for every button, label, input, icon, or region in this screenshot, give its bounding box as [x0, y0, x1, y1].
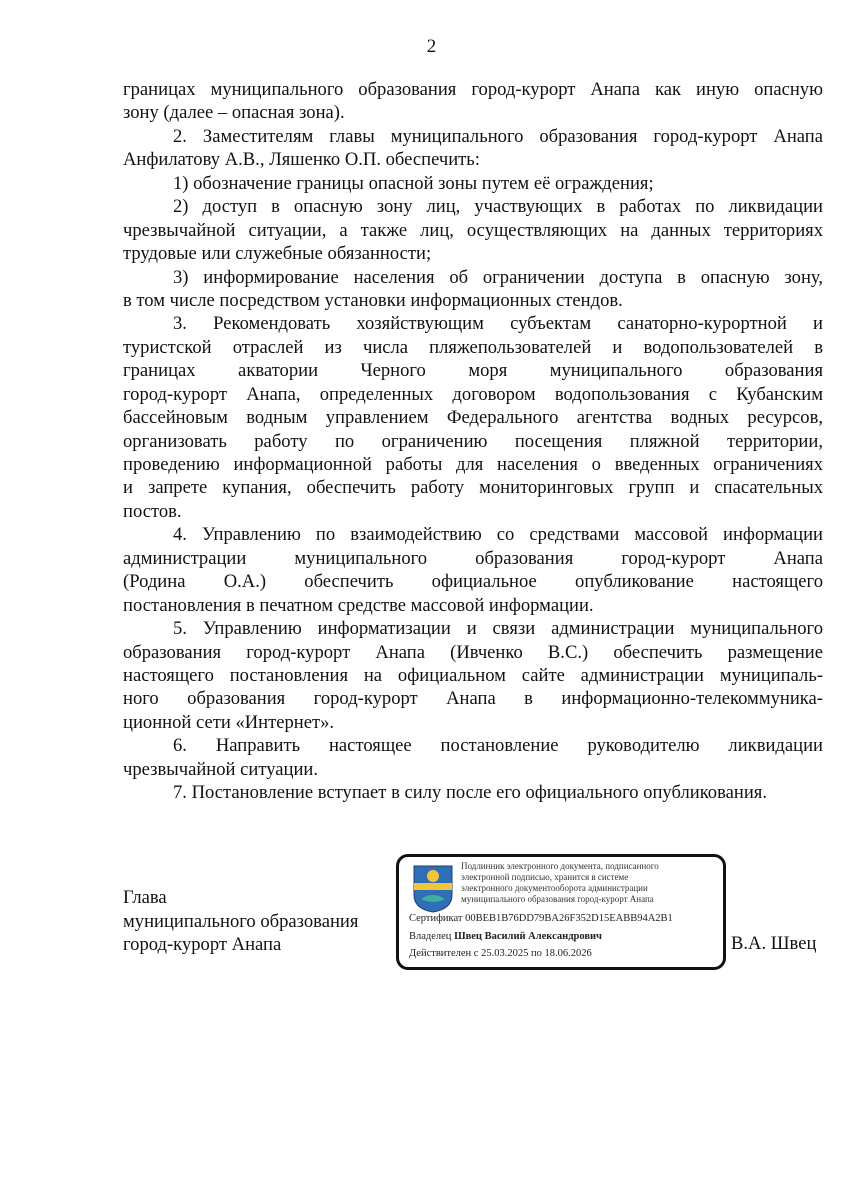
paragraph — [123, 125, 823, 172]
text-line: проведению информационной работы для населения о введенных ограничениях — [123, 454, 823, 475]
text-line: 4. Управлению по взаимодействию со средствами массовой информации — [173, 524, 823, 546]
validity-from-label: с — [473, 948, 479, 959]
text-line: 2) доступ в опасную зону лиц, участвующих в работах по ликвидации — [173, 196, 823, 218]
text-line: трудовые или служебные обязанности; — [123, 243, 432, 265]
text-line: образования город-курорт Анапа (Ивченко В.С.) обеспечить размещение — [123, 641, 823, 663]
signatory-position — [123, 886, 358, 957]
text-line: зону (далее – опасная зона). — [123, 102, 345, 124]
position-line: город-курорт Анапа — [123, 934, 282, 955]
text-line: границах акватории Черного моря муниципального образования — [123, 360, 823, 382]
text-line: чрезвычайной ситуации, а также лиц, осуществляющих на данных территориях — [123, 219, 823, 241]
certificate-label: Сертификат — [409, 913, 463, 924]
page-number: 2 — [426, 36, 437, 57]
paragraph — [123, 781, 823, 804]
position-line: Глава — [123, 887, 167, 908]
text-line: границах муниципального образования город-курорт Анапа как иную опасную — [123, 79, 823, 100]
certificate-value: 00BEB1B76DD79BA26F352D15EABB94A2B1 — [465, 913, 673, 924]
validity-row — [409, 948, 592, 959]
text-line: ного образования город-курорт Анапа в информационно-телекоммуника- — [123, 688, 823, 710]
paragraph — [123, 617, 823, 734]
text-line: 3) информирование населения об ограничении доступа в опасную зону, — [173, 266, 823, 288]
text-line: туристской отраслей из числа пляжепользователей и водопользователей в — [123, 336, 823, 358]
owner-row — [409, 931, 602, 942]
text-line: 2. Заместителям главы муниципального образования город-курорт Анапа — [173, 125, 823, 147]
stamp-header — [461, 861, 711, 905]
text-line: чрезвычайной ситуации. — [123, 758, 319, 780]
validity-to: 18.06.2026 — [544, 948, 592, 959]
stamp-header-line: Подлинник электронного документа, подписанного — [461, 861, 659, 871]
paragraph — [123, 312, 823, 523]
text-line: настоящего постановления на официальном сайте администрации муниципаль- — [123, 664, 823, 686]
text-line: ционной сети «Интернет». — [123, 711, 335, 733]
text-line: 3. Рекомендовать хозяйствующим субъектам санаторно-курортной и — [173, 313, 823, 335]
certificate-row — [409, 913, 673, 924]
text-line: Анфилатову А.В., Ляшенко О.П. обеспечить: — [123, 149, 480, 171]
paragraph — [123, 195, 823, 265]
electronic-signature-stamp — [396, 854, 726, 970]
signatory-name: В.А. Швец — [731, 933, 817, 954]
validity-to-label: по — [530, 948, 542, 959]
owner-label: Владелец — [409, 931, 452, 942]
stamp-header-line: электронной подписью, хранится в системе — [461, 872, 629, 882]
paragraph — [123, 78, 823, 125]
stamp-header-line: электронного документооборота администрации — [461, 883, 648, 893]
text-line: город-курорт Анапа, определенных договором водопользования с Кубанским — [123, 383, 823, 405]
text-line: постановления в печатном средстве массовой информации. — [123, 594, 594, 616]
text-line: и запрете купания, обеспечить работу мониторинговых групп и спасательных — [123, 477, 823, 499]
paragraph — [123, 172, 823, 195]
position-line: муниципального образования — [123, 910, 359, 932]
coat-of-arms-icon — [413, 865, 453, 913]
text-line: организовать работу по ограничению посещения пляжной территории, — [123, 430, 823, 452]
text-line: (Родина О.А.) обеспечить официальное опубликование настоящего — [123, 571, 823, 593]
paragraph — [123, 734, 823, 781]
stamp-header-line: муниципального образования город-курорт Анапа — [461, 894, 654, 904]
text-line: 5. Управлению информатизации и связи администрации муниципального — [173, 618, 823, 640]
owner-value: Швец Василий Александрович — [454, 931, 602, 942]
validity-from: 25.03.2025 — [481, 948, 529, 959]
text-line: 7. Постановление вступает в силу после его официального опубликования. — [173, 782, 767, 804]
paragraph — [123, 523, 823, 617]
document-body — [123, 78, 823, 805]
text-line: бассейновым водным управлением Федерального агентства водных ресурсов, — [123, 407, 823, 429]
text-line: в том числе посредством установки информационных стендов. — [123, 289, 623, 311]
paragraph — [123, 266, 823, 313]
text-line: администрации муниципального образования город-курорт Анапа — [123, 547, 823, 569]
text-line: постов. — [123, 500, 182, 522]
validity-label: Действителен — [409, 948, 472, 959]
text-line: 6. Направить настоящее постановление руководителю ликвидации — [173, 735, 823, 757]
text-line: 1) обозначение границы опасной зоны путем её ограждения; — [173, 172, 654, 194]
